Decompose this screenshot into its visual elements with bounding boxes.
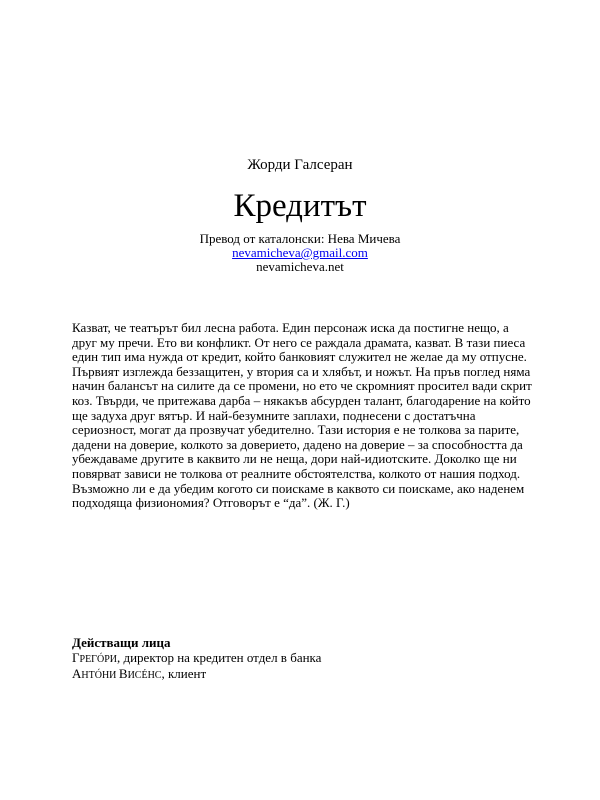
character-name-initial: Г (72, 649, 80, 665)
character-description: , клиент (161, 666, 207, 681)
cast-character-antoni (72, 667, 532, 684)
translator-email-link[interactable]: nevamicheva@gmail.com (232, 245, 368, 260)
character-name-initial: А (72, 666, 82, 681)
translation-block (0, 232, 600, 274)
play-title: Кредитът (233, 188, 367, 224)
translator-website: nevamicheva.net (256, 259, 344, 274)
cast-heading: Действащи лица (72, 635, 171, 650)
author-name: Жорди Галсеран (247, 157, 353, 173)
character-description: , директор на кредитен отдел в банка (116, 649, 322, 665)
character-name-rest: РЕГÓРИ (79, 653, 117, 665)
character-name-rest: НТÓНИ (81, 670, 119, 681)
character-surname-rest: ИСÉНС (127, 670, 162, 681)
cast-character-gregori (72, 651, 532, 668)
translator-credit: Превод от каталонски: Нева Мичева (199, 231, 401, 246)
cast-list (72, 636, 532, 684)
play-annotation: Казват, че театърът бил лесна работа. Един персонаж иска да постигне нещо, а друг му пречи. Ето ви конфликт. От него се раждала драмата, казват. В тази пиеса един тип има нужда от кредит, който банковият служител не желае да му отпусне. Първият изглежда беззащитен, у втория са и хлябът, и ножът. На пръв поглед няма начин балансът на силите да се промени, но ето че скромният просител вади скрит коз. Твърди, че притежава дарба – някакъв абсурден талант, благодарение на който ще задуха друг вятър. И най-безумните заплахи, поднесени с достатъчна сериозност, могат да прозвучат убедително. Тази история е не толкова за парите, дадени на доверие, колкото за доверието, дадено на доверие – за способността да убеждаваме другите в каквито ли не неща, дори най-идиотските. Доколко ще ни повярват зависи не толкова от реалните обстоятелства, колкото от нашия подход. Възможно ли е да убедим когото си поискаме в каквото си поискаме, ако наденем подходяща физиономия? Отговорът е “да”. (Ж. Г.) (72, 320, 532, 511)
character-surname-initial: В (118, 666, 128, 681)
